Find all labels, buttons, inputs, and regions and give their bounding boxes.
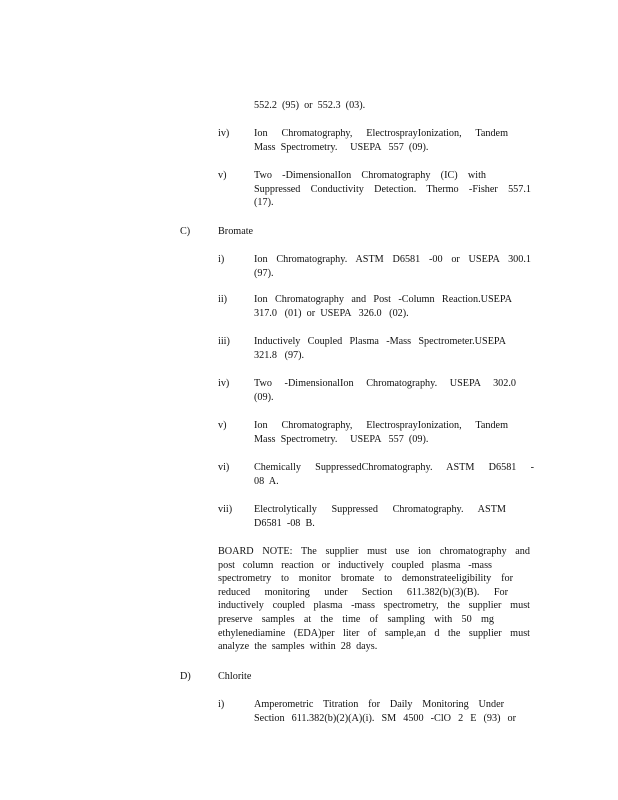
text-line: (97). — [254, 267, 274, 279]
text-line: Mass Spectrometry. USEPA 557 (09). — [254, 433, 429, 445]
board-note — [218, 545, 530, 654]
note-line: spectrometry to monitor bromate to demonstrateeligibility for — [218, 573, 513, 585]
list-item-text — [254, 335, 506, 362]
item-number: i) — [218, 254, 225, 265]
text-line: 317.0 (01) or USEPA 326.0 (02). — [254, 307, 409, 319]
text-line: Suppressed Conductivity Detection. Thermo -Fisher 557.1 — [254, 183, 531, 195]
text-line: Ion Chromatography, ElectrosprayIonization, Tandem — [254, 128, 508, 139]
note-line: analyze the samples within 28 days. — [218, 641, 378, 653]
list-item-text — [254, 169, 531, 210]
item-number: v) — [218, 420, 227, 431]
text-line: Chemically SuppressedChromatography. ASTM D6581 - — [254, 462, 534, 473]
text-line: (17). — [254, 197, 274, 209]
text-line: 321.8 (97). — [254, 349, 305, 361]
list-item-text — [254, 698, 516, 725]
text-line: 08 A. — [254, 475, 279, 487]
text-line: Mass Spectrometry. USEPA 557 (09). — [254, 141, 429, 153]
text-line: (09). — [254, 391, 274, 403]
note-line: post column reaction or inductively coupled plasma -mass — [218, 559, 492, 571]
list-item-text — [254, 253, 531, 280]
continuation-text: 552.2 (95) or 552.3 (03). — [254, 100, 366, 111]
item-number: iv) — [218, 128, 230, 139]
text-line: Ion Chromatography, ElectrosprayIonization, Tandem — [254, 420, 508, 431]
text-line: Ion Chromatography and Post -Column Reaction.USEPA — [254, 294, 512, 305]
note-line: BOARD NOTE: The supplier must use ion chromatography and — [218, 546, 530, 557]
text-line: Inductively Coupled Plasma -Mass Spectrometer.USEPA — [254, 336, 506, 347]
note-line: reduced monitoring under Section 611.382(b)(3)(B). For — [218, 586, 508, 598]
item-number: v) — [218, 170, 227, 181]
text-line: Ion Chromatography. ASTM D6581 -00 or USEPA 300.1 — [254, 254, 531, 265]
list-item-text — [254, 377, 516, 404]
note-line: ethylenediamine (EDA)per liter of sample,an d the supplier must — [218, 627, 530, 639]
text-line: Two -DimensionalIon Chromatography. USEPA 302.0 — [254, 378, 516, 389]
section-letter: C) — [180, 226, 191, 237]
item-number: vii) — [218, 504, 233, 515]
text-line: Two -DimensionalIon Chromatography (IC) with — [254, 170, 486, 181]
list-item-text — [254, 503, 506, 530]
note-line: inductively coupled plasma -mass spectrometry, the supplier must — [218, 600, 530, 612]
item-number: ii) — [218, 294, 228, 305]
list-item-text — [254, 461, 534, 488]
text-line: Section 611.382(b)(2)(A)(i). SM 4500 -ClO 2 E (93) or — [254, 712, 516, 724]
text-line: Amperometric Titration for Daily Monitoring Under — [254, 699, 504, 710]
text-line: Electrolytically Suppressed Chromatography. ASTM — [254, 504, 506, 515]
section-letter: D) — [180, 671, 191, 682]
section-heading: Chlorite — [218, 671, 252, 682]
list-item-text — [254, 127, 508, 154]
list-item-text — [254, 419, 508, 446]
item-number: iii) — [218, 336, 230, 347]
item-number: i) — [218, 699, 225, 710]
note-line: preserve samples at the time of sampling with 50 mg — [218, 613, 494, 625]
item-number: vi) — [218, 462, 230, 473]
section-heading: Bromate — [218, 226, 254, 237]
list-item-text — [254, 293, 512, 320]
item-number: iv) — [218, 378, 230, 389]
text-line: D6581 -08 B. — [254, 517, 315, 529]
